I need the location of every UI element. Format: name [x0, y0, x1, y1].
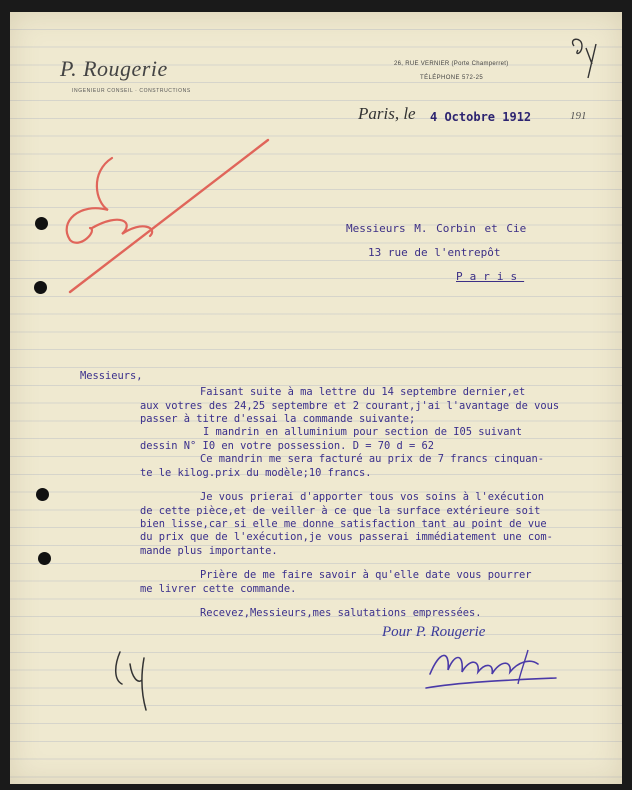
- recipient-line-1: Messieurs M. Corbin et Cie: [346, 222, 527, 235]
- signature-per-line: Pour P. Rougerie: [382, 624, 486, 640]
- body-line: I mandrin en alluminium pour section de I05 suivant: [203, 426, 523, 438]
- body-line: Prière de me faire savoir à qu'elle date vous pourrer: [200, 569, 532, 581]
- letterhead-tagline: INGENIEUR CONSEIL · CONSTRUCTIONS: [72, 88, 191, 94]
- body-line: me livrer cette commande.: [140, 583, 297, 595]
- salutation: Messieurs,: [80, 370, 143, 382]
- body-line: Faisant suite à ma lettre du 14 septembre dernier,et: [200, 386, 526, 398]
- body-line: aux votres des 24,25 septembre et 2 courant,j'ai l'avantage de vous: [140, 400, 560, 412]
- body-line: Je vous prierai d'apporter tous vos soins à l'exécution: [200, 491, 545, 503]
- body-line: de cette pièce,et de veiller à ce que la surface extérieure soit: [140, 505, 541, 517]
- date-prefix-mark: 191: [570, 110, 587, 122]
- body-line: du prix que de l'exécution,je vous passerai immédiatement une com-: [140, 531, 553, 543]
- red-crayon-annotation: [50, 132, 280, 312]
- punch-hole: [36, 488, 49, 501]
- letterhead-name: P. Rougerie: [60, 56, 168, 81]
- handwritten-signature: [420, 644, 560, 694]
- closing-line: Recevez,Messieurs,mes salutations empressées.: [200, 607, 482, 619]
- margin-handwritten-mark: [108, 644, 158, 714]
- letterhead-address: 26, RUE VERNIER (Porte Champerret): [394, 61, 509, 67]
- punch-hole: [35, 217, 48, 230]
- punch-hole: [34, 281, 47, 294]
- body-line: te le kilog.prix du modèle;10 francs.: [140, 467, 372, 479]
- body-line: passer à titre d'essai la commande suivante;: [140, 413, 416, 425]
- place-label: Paris, le: [358, 104, 416, 123]
- body-line: dessin N° I0 en votre possession. D = 70 d = 62: [140, 440, 435, 452]
- letter-date: 4 Octobre 1912: [430, 110, 532, 124]
- letterhead-telephone: TÉLÉPHONE 572-25: [420, 75, 484, 81]
- punch-hole: [38, 552, 51, 565]
- corner-initials-mark: [566, 34, 606, 84]
- body-line: Ce mandrin me sera facturé au prix de 7 francs cinquan-: [200, 453, 545, 465]
- recipient-line-2: 13 rue de l'entrepôt: [368, 246, 501, 259]
- body-line: bien lisse,car si elle me donne satisfaction tant au point de vue: [140, 518, 547, 530]
- body-line: mande plus importante.: [140, 545, 278, 557]
- letter-page: [10, 12, 622, 784]
- recipient-line-3: Paris: [456, 270, 525, 283]
